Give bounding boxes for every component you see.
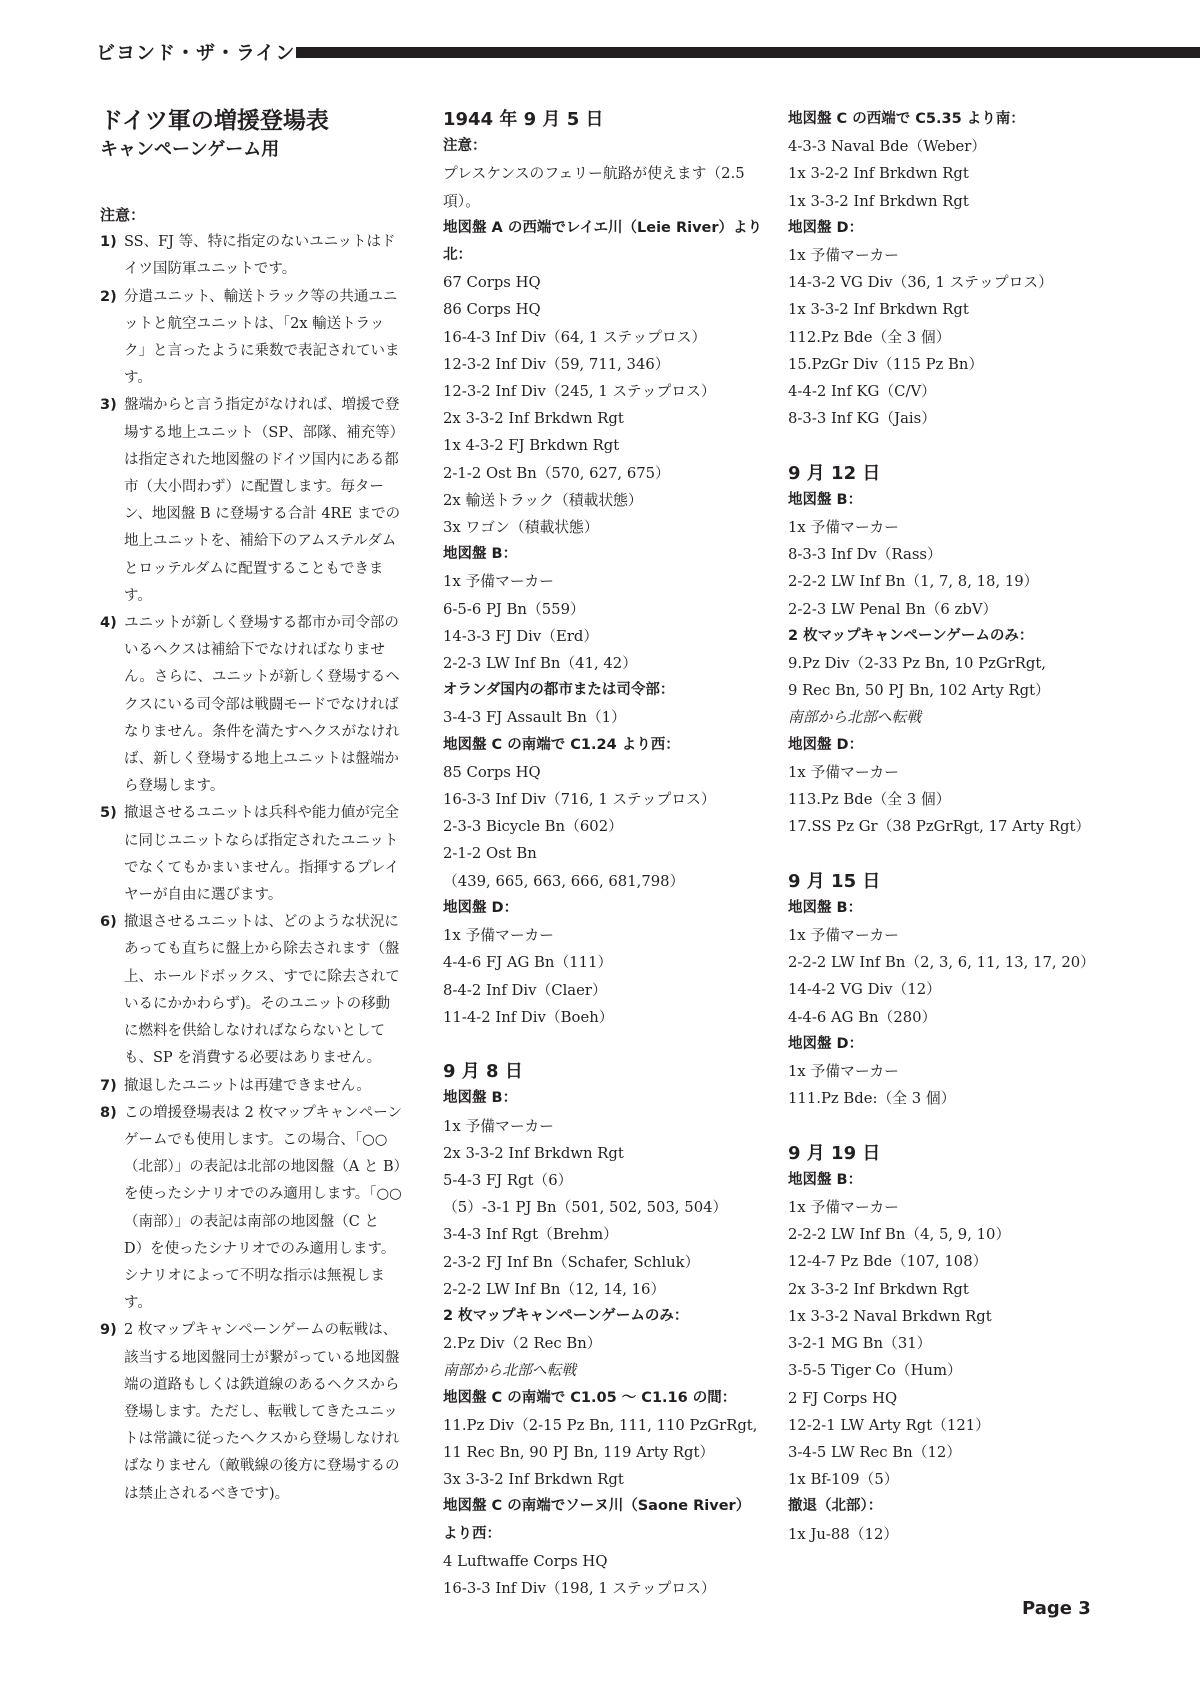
note-text: 撤退させるユニットは兵科や能力値が完全に同じユニットならば指定されたユニットでなくてもかまいません。指揮するプレイヤーが自由に選びます。 (124, 805, 400, 904)
column-notes (100, 106, 402, 1508)
list-item: 2-1-2 Ost Bn (443, 845, 537, 863)
list-item: 11 Rec Bn, 90 PJ Bn, 119 Arty Rgt） (443, 1443, 715, 1461)
list-item: 85 Corps HQ (443, 763, 541, 781)
list-item: 3-4-3 FJ Assault Bn（1） (443, 709, 626, 727)
header-rule (296, 47, 1200, 58)
list-item: 1x 予備マーカー (443, 1117, 554, 1135)
list-item: 2 FJ Corps HQ (788, 1389, 898, 1407)
list-item: 3-4-5 LW Rec Bn（12） (788, 1443, 962, 1461)
transfer-note: 南部から北部へ転戦 (443, 1362, 577, 1380)
list-item: 4 Luftwaffe Corps HQ (443, 1552, 608, 1570)
list-item: 2x 3-3-2 Inf Brkdwn Rgt (443, 1144, 624, 1162)
list-item: 2-2-2 LW Inf Bn（4, 5, 9, 10） (788, 1226, 1011, 1244)
list-item: （439, 665, 663, 666, 681,798） (443, 872, 685, 890)
column-reinforcements-2 (788, 106, 1095, 1548)
note-number: 7) (100, 1077, 117, 1094)
note-number: 4) (100, 615, 117, 632)
list-item: 1x 3-3-2 Naval Brkdwn Rgt (788, 1307, 992, 1325)
list-item: 16-3-3 Inf Div（198, 1 ステップロス） (443, 1579, 716, 1597)
list-item: 1x 3-2-2 Inf Brkdwn Rgt (788, 165, 969, 183)
section-subheading: 2 枚マップキャンペーンゲームのみ： (788, 627, 1034, 644)
note-number: 1) (100, 234, 117, 251)
section-subheading: 地図盤 C の南端でソーヌ川（Saone River）より西： (443, 1498, 751, 1542)
document-subtitle: キャンペーンゲーム用 (100, 139, 280, 160)
note-item (100, 1100, 402, 1318)
section-subheading: 地図盤 D： (788, 219, 864, 236)
note-item (100, 229, 402, 283)
note-item (100, 392, 402, 610)
note-number: 9) (100, 1322, 117, 1339)
note-text: 分遣ユニット、輸送トラック等の共通ユニットと航空ユニットは、「2x 輸送トラック」と言ったように乗数で表記されています。 (124, 288, 400, 387)
note-text: 撤退したユニットは再建できません。 (124, 1077, 371, 1094)
section-subheading: 注意： (443, 138, 487, 155)
list-item: プレスケンスのフェリー航路が使えます（2.5 項）。 (443, 165, 745, 210)
list-item: 15.PzGr Div（115 Pz Bn） (788, 355, 984, 373)
list-item: 1x 予備マーカー (788, 247, 899, 265)
list-item: 1x 3-3-2 Inf Brkdwn Rgt (788, 301, 969, 319)
transfer-note: 南部から北部へ転戦 (788, 709, 922, 727)
notes-list (100, 229, 402, 1508)
list-item: 2x 3-3-2 Inf Brkdwn Rgt (788, 1280, 969, 1298)
section-date: 1944 年 9 月 5 日 (443, 109, 604, 130)
list-item: 2-1-2 Ost Bn（570, 627, 675） (443, 464, 670, 482)
list-item: 1x 予備マーカー (788, 519, 899, 537)
list-item: 4-4-2 Inf KG（C/V） (788, 383, 936, 401)
section-subheading: 地図盤 C の南端で C1.05 ～ C1.16 の間： (443, 1389, 737, 1406)
section-date: 9 月 12 日 (788, 462, 881, 484)
section-subheading: 地図盤 C の西端で C5.35 より南： (788, 111, 1025, 127)
list-item: 3-5-5 Tiger Co（Hum） (788, 1362, 962, 1380)
list-item: 2-2-2 LW Inf Bn（1, 7, 8, 18, 19） (788, 573, 1039, 591)
list-item: 12-2-1 LW Arty Rgt（121） (788, 1416, 990, 1434)
section-subheading: 地図盤 B： (788, 1171, 863, 1188)
section-subheading: 地図盤 A の西端でレイエ川（Leie River）より北： (443, 219, 763, 264)
section-subheading: 地図盤 D： (788, 736, 864, 753)
list-item: 12-4-7 Pz Bde（107, 108） (788, 1253, 988, 1271)
note-item (100, 1073, 402, 1100)
list-item: 2-3-2 FJ Inf Bn（Schafer, Schluk） (443, 1253, 700, 1271)
list-item: 86 Corps HQ (443, 301, 541, 319)
note-text: SS、FJ 等、特に指定のないユニットはドイツ国防軍ユニットです。 (124, 234, 396, 278)
list-item: 2-3-3 Bicycle Bn（602） (443, 818, 623, 836)
page-header (96, 36, 1200, 68)
header-title: ビヨンド・ザ・ライン (96, 42, 296, 64)
section-subheading: 地図盤 B： (443, 546, 518, 563)
list-item: 1x Bf-109（5） (788, 1471, 899, 1489)
list-item: 14-4-2 VG Div（12） (788, 981, 941, 999)
note-number: 5) (100, 805, 117, 822)
list-item: 3-2-1 MG Bn（31） (788, 1335, 932, 1353)
list-item: 1x 予備マーカー (788, 1063, 899, 1081)
list-item: 1x 4-3-2 FJ Brkdwn Rgt (443, 437, 620, 455)
note-text: 撤退させるユニットは、どのような状況にあっても直ちに盤上から除去されます（盤上、ホールドボックス、すでに除去されているにかかわらず)。そのユニットの移動に燃料を供給しなければならないとしても、SP を消費する必要はありません。 (124, 914, 400, 1067)
list-item: 8-3-3 Inf KG（Jais） (788, 410, 937, 428)
note-text: ユニットが新しく登場する都市か司令部のいるヘクスは補給下でなければなりません。さらに、ユニットが新しく登場するヘクスにいる司令部は戦闘モードでなければなりません。条件を満たすヘクスがなければ、新しく登場する地上ユニットは盤端から登場します。 (124, 615, 400, 795)
note-item (100, 610, 402, 800)
section-subheading: 2 枚マップキャンペーンゲームのみ： (443, 1307, 689, 1324)
section-subheading: 地図盤 C の南端で C1.24 より西： (443, 736, 680, 753)
list-item: 113.Pz Bde（全 3 個） (788, 791, 951, 809)
list-item: 2-2-3 LW Penal Bn（6 zbV） (788, 600, 998, 618)
list-item: 17.SS Pz Gr（38 PzGrRgt, 17 Arty Rgt） (788, 818, 1091, 836)
list-item: 4-3-3 Naval Bde（Weber） (788, 138, 987, 156)
list-item: （5）-3-1 PJ Bn（501, 502, 503, 504） (443, 1199, 728, 1217)
note-text: 盤端からと言う指定がなければ、増援で登場する地上ユニット（SP、部隊、補充等）は指定された地図盤のドイツ国内にある都市（大小問わず）に配置します。毎ターン、地図盤 B に登場する合計 4RE までの地上ユニットを、補給下のアムステルダムとロッテルダムに配置することもできます。 (124, 397, 401, 604)
list-item: 2x 3-3-2 Inf Brkdwn Rgt (443, 410, 624, 428)
list-item: 2.Pz Div（2 Rec Bn） (443, 1335, 602, 1353)
note-item (100, 800, 402, 909)
list-item: 14-3-2 VG Div（36, 1 ステップロス） (788, 274, 1053, 292)
note-text: この増援登場表は 2 枚マップキャンペーンゲームでも使用します。この場合、「○○（北部）」の表記は北部の地図盤（A と B）を使ったシナリオでのみ適用します。「○○（南部）」の表記は南部の地図盤（C と D）を使ったシナリオでのみ適用します。シナリオによって不明な指示は無視します。 (124, 1104, 402, 1312)
notes-heading: 注意： (100, 206, 146, 224)
document-title: ドイツ軍の増援登場表 (100, 108, 329, 134)
section-subheading: 地図盤 B： (443, 1090, 518, 1107)
list-item: 2-2-2 LW Inf Bn（12, 14, 16） (443, 1280, 666, 1298)
section-subheading: 撤退（北部）： (788, 1498, 883, 1515)
page-number: Page 3 (1022, 1598, 1091, 1619)
note-number: 3) (100, 397, 117, 414)
note-number: 2) (100, 288, 117, 305)
list-item: 14-3-3 FJ Div（Erd） (443, 627, 599, 645)
note-number: 8) (100, 1104, 117, 1121)
list-item: 4-4-6 AG Bn（280） (788, 1008, 937, 1026)
section-subheading: 地図盤 B： (788, 491, 863, 508)
list-item: 1x 予備マーカー (788, 927, 899, 945)
list-item: 2-2-2 LW Inf Bn（2, 3, 6, 11, 13, 17, 20） (788, 954, 1095, 972)
list-item: 67 Corps HQ (443, 274, 541, 292)
section-spacer (443, 1031, 763, 1058)
note-item (100, 1317, 402, 1507)
list-item: 9 Rec Bn, 50 PJ Bn, 102 Arty Rgt） (788, 682, 1050, 700)
note-item (100, 284, 402, 393)
section-spacer (788, 1112, 1088, 1139)
list-item: 8-4-2 Inf Div（Claer） (443, 981, 607, 999)
section-subheading: 地図盤 D： (788, 1035, 864, 1052)
list-item: 16-4-3 Inf Div（64, 1 ステップロス） (443, 328, 707, 346)
list-item: 3x 3-3-2 Inf Brkdwn Rgt (443, 1471, 624, 1489)
list-item: 11-4-2 Inf Div（Boeh） (443, 1008, 614, 1026)
list-item: 16-3-3 Inf Div（716, 1 ステップロス） (443, 791, 716, 809)
list-item: 4-4-6 FJ AG Bn（111） (443, 954, 613, 972)
list-item: 3-4-3 Inf Rgt（Brehm） (443, 1226, 618, 1244)
list-item: 1x 予備マーカー (788, 763, 899, 781)
list-item: 6-5-6 PJ Bn（559） (443, 600, 585, 618)
list-item: 112.Pz Bde（全 3 個） (788, 328, 951, 346)
column-reinforcements-1 (443, 106, 763, 1602)
list-item: 9.Pz Div（2-33 Pz Bn, 10 PzGrRgt, (788, 655, 1046, 673)
note-number: 6) (100, 914, 117, 931)
note-text: 2 枚マップキャンペーンゲームの転戦は、該当する地図盤同士が繋がっている地図盤端の道路もしくは鉄道線のあるヘクスから登場します。ただし、転戦してきたユニットは常識に従ったヘクスから登場しなければなりません（敵戦線の後方に登場するのは禁止されるべきです)。 (124, 1322, 400, 1502)
list-item: 1x 予備マーカー (443, 573, 554, 591)
list-item: 2-2-3 LW Inf Bn（41, 42） (443, 655, 638, 673)
list-item: 2x 輸送トラック（積載状態） (443, 491, 643, 509)
list-item: 12-3-2 Inf Div（59, 711, 346） (443, 355, 670, 373)
list-item: 1x 予備マーカー (788, 1199, 899, 1217)
section-date: 9 月 8 日 (443, 1061, 523, 1083)
note-item (100, 909, 402, 1072)
section-date: 9 月 19 日 (788, 1142, 881, 1164)
list-item: 12-3-2 Inf Div（245, 1 ステップロス） (443, 383, 716, 401)
section-spacer (788, 840, 1088, 867)
list-item: 11.Pz Div（2-15 Pz Bn, 111, 110 PzGrRgt, (443, 1416, 758, 1434)
list-item: 1x 予備マーカー (443, 927, 554, 945)
section-date: 9 月 15 日 (788, 870, 881, 892)
list-item: 3x ワゴン（積載状態） (443, 519, 599, 537)
section-spacer (788, 432, 1088, 459)
list-item: 8-3-3 Inf Dv（Rass） (788, 546, 942, 564)
section-subheading: 地図盤 D： (443, 899, 519, 916)
section-subheading: 地図盤 B： (788, 899, 863, 916)
list-item: 1x 3-3-2 Inf Brkdwn Rgt (788, 192, 969, 210)
list-item: 5-4-3 FJ Rgt（6） (443, 1171, 573, 1189)
section-subheading: オランダ国内の都市または司令部： (443, 682, 675, 699)
list-item: 1x Ju-88（12） (788, 1525, 899, 1543)
list-item: 111.Pz Bde:（全 3 個） (788, 1090, 956, 1108)
